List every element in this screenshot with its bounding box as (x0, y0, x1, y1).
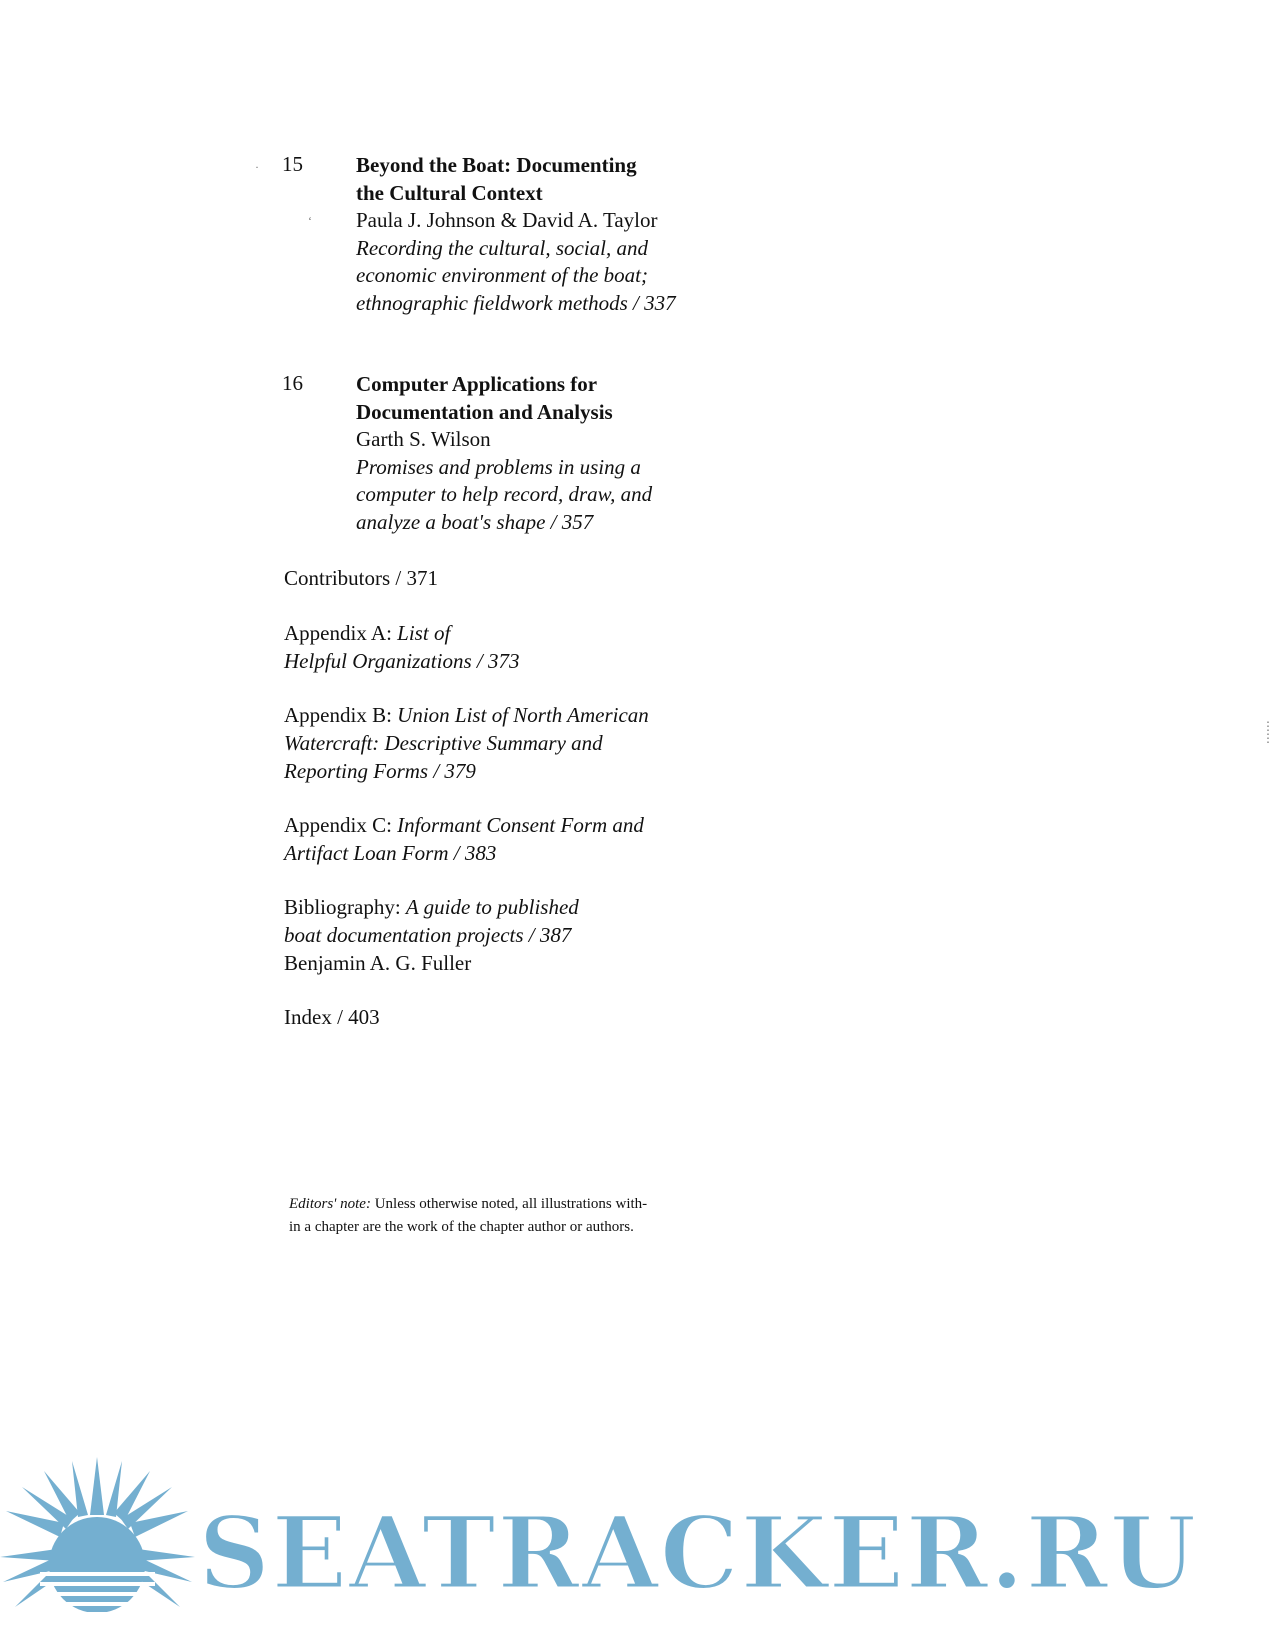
chapter-description-line-2: computer to help record, draw, and (356, 482, 653, 506)
editors-note-text-line-2: in a chapter are the work of the chapter author or authors. (289, 1219, 634, 1235)
chapter-description-line-1: Promises and problems in using a (356, 454, 641, 479)
editors-note-text-line-1: Unless otherwise noted, all illustrations with- (370, 1196, 648, 1212)
watermark-text: SEATRACKER.RU (198, 1494, 1198, 1612)
bibliography-label: Bibliography: (284, 895, 406, 919)
scan-mark: ⋮ ⋮ (1262, 719, 1274, 745)
appendix-b-title-line-1: Union List of North American (397, 703, 649, 727)
chapter-description-line-3: analyze a boat's shape / 357 (356, 509, 594, 534)
index-entry (284, 1003, 704, 1031)
bibliography-title-line-2: boat documentation projects / 387 (284, 923, 572, 947)
contributors-entry (284, 564, 704, 592)
chapter-authors: Paula J. Johnson & David A. Taylor (356, 208, 658, 232)
appendix-c-entry (284, 811, 704, 867)
chapter-authors: Garth S. Wilson (356, 427, 491, 451)
chapter-description-line-3: ethnographic fieldwork methods / 337 (356, 290, 676, 315)
scan-mark: ‘ (308, 214, 312, 228)
index-label: Index / 403 (284, 1005, 380, 1029)
appendix-c-label: Appendix C: (284, 813, 398, 837)
editors-note (289, 1193, 709, 1239)
scan-mark: · (255, 160, 259, 174)
chapter-number: 15 (282, 152, 303, 176)
appendix-c-title-line-1: Informant Consent Form and (397, 813, 644, 837)
appendix-c-title-line-2: Artifact Loan Form / 383 (284, 841, 497, 865)
sun-logo-icon (0, 1457, 195, 1652)
bibliography-author: Benjamin A. G. Fuller (284, 951, 472, 975)
chapter-description-line-2: economic environment of the boat; (356, 263, 648, 287)
appendix-a-title-line-1: List of (397, 621, 451, 645)
chapter-title-line-1: Beyond the Boat: Documenting (356, 153, 637, 177)
contributors-label: Contributors / 371 (284, 566, 439, 590)
appendix-b-entry (284, 701, 704, 785)
chapter-title-line-2: Documentation and Analysis (356, 399, 613, 424)
chapter-title-line-1: Computer Applications for (356, 372, 598, 396)
chapter-number: 16 (282, 371, 303, 395)
bibliography-title-line-1: A guide to published (405, 895, 579, 919)
chapter-title-line-2: the Cultural Context (356, 180, 543, 205)
appendix-a-title-line-2: Helpful Organizations / 373 (284, 649, 520, 673)
chapter-body (356, 371, 736, 536)
appendix-a-label: Appendix A: (284, 621, 398, 645)
appendix-a-entry (284, 619, 704, 675)
appendix-b-title-line-2: Watercraft: Descriptive Summary and (284, 731, 603, 755)
chapter-description-line-1: Recording the cultural, social, and (356, 235, 649, 260)
chapter-body (356, 152, 736, 317)
appendix-b-label: Appendix B: (284, 703, 398, 727)
bibliography-entry (284, 893, 704, 977)
appendix-b-title-line-3: Reporting Forms / 379 (284, 759, 476, 783)
editors-note-label: Editors' note: (289, 1196, 371, 1212)
